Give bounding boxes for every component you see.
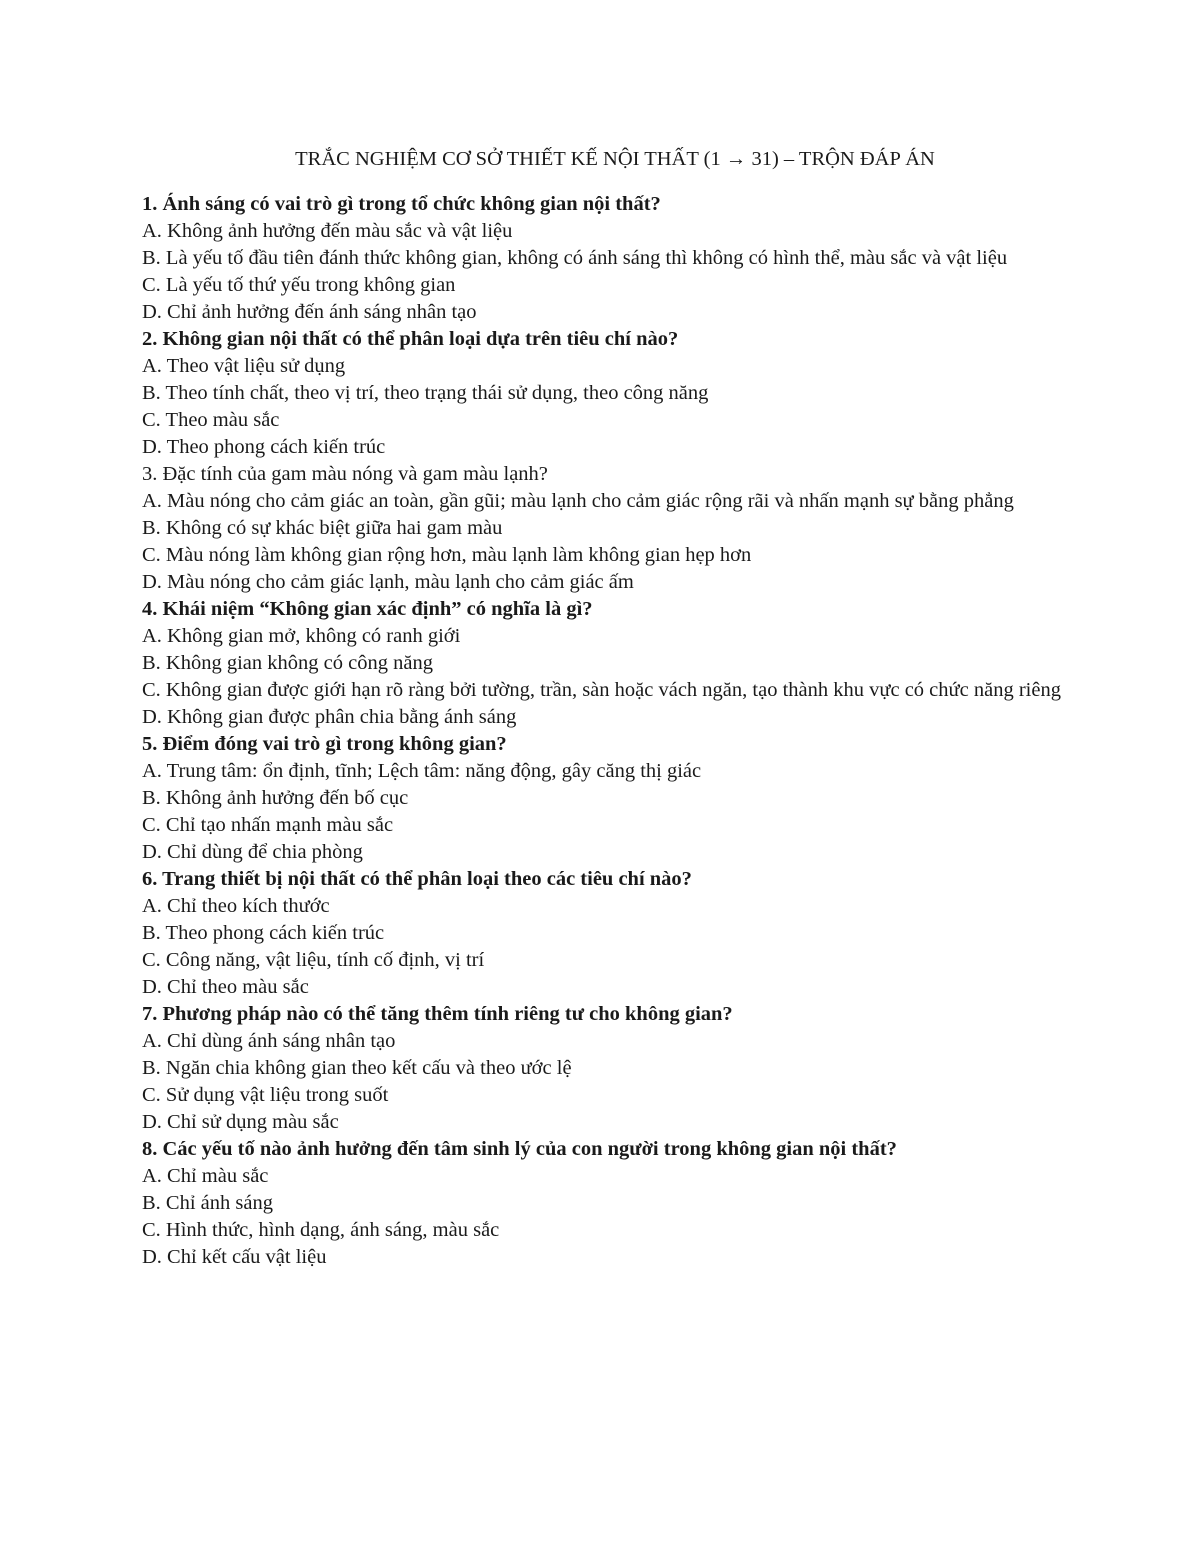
option-b: B. Theo phong cách kiến trúc	[142, 922, 385, 944]
option-list	[142, 1163, 1072, 1271]
question-2	[142, 326, 1072, 461]
question-text: 2. Không gian nội thất có thể phân loại dựa trên tiêu chí nào?	[142, 328, 679, 350]
question-text: 8. Các yếu tố nào ảnh hưởng đến tâm sinh lý của con người trong không gian nội thất?	[142, 1138, 897, 1160]
option-d: D. Theo phong cách kiến trúc	[142, 436, 386, 458]
option-a: A. Theo vật liệu sử dụng	[142, 355, 346, 377]
option-c: C. Là yếu tố thứ yếu trong không gian	[142, 274, 456, 296]
document-content	[142, 146, 1072, 1271]
option-list	[142, 893, 1072, 1001]
question-text: 7. Phương pháp nào có thể tăng thêm tính riêng tư cho không gian?	[142, 1003, 733, 1025]
option-c: C. Hình thức, hình dạng, ánh sáng, màu sắc	[142, 1219, 500, 1241]
option-c: C. Sử dụng vật liệu trong suốt	[142, 1084, 389, 1106]
option-d: D. Chỉ dùng để chia phòng	[142, 841, 363, 863]
option-b: B. Không gian không có công năng	[142, 652, 433, 674]
question-3	[142, 461, 1072, 596]
option-list	[142, 623, 1072, 731]
option-c: C. Không gian được giới hạn rõ ràng bởi tường, trần, sàn hoặc vách ngăn, tạo thành khu vực có chức năng riêng	[142, 679, 1061, 701]
option-list	[142, 488, 1072, 596]
option-c: C. Chỉ tạo nhấn mạnh màu sắc	[142, 814, 394, 836]
option-a: A. Chỉ màu sắc	[142, 1165, 269, 1187]
option-b: B. Theo tính chất, theo vị trí, theo trạng thái sử dụng, theo công năng	[142, 382, 709, 404]
option-list	[142, 353, 1072, 461]
option-a: A. Chỉ dùng ánh sáng nhân tạo	[142, 1030, 396, 1052]
question-8	[142, 1136, 1072, 1271]
option-c: C. Theo màu sắc	[142, 409, 280, 431]
option-d: D. Không gian được phân chia bằng ánh sáng	[142, 706, 517, 728]
question-text: 6. Trang thiết bị nội thất có thể phân loại theo các tiêu chí nào?	[142, 868, 692, 890]
question-text: 4. Khái niệm “Không gian xác định” có nghĩa là gì?	[142, 598, 593, 620]
option-d: D. Chỉ kết cấu vật liệu	[142, 1246, 327, 1268]
option-list	[142, 758, 1072, 866]
option-a: A. Màu nóng cho cảm giác an toàn, gần gũi; màu lạnh cho cảm giác rộng rãi và nhấn mạnh sự bằng phẳng	[142, 490, 1014, 512]
question-text: 1. Ánh sáng có vai trò gì trong tổ chức không gian nội thất?	[142, 193, 661, 215]
option-d: D. Chỉ theo màu sắc	[142, 976, 309, 998]
option-b: B. Không có sự khác biệt giữa hai gam màu	[142, 517, 503, 539]
document-title: TRẮC NGHIỆM CƠ SỞ THIẾT KẾ NỘI THẤT (1 → 31) – TRỘN ĐÁP ÁN	[295, 148, 935, 170]
option-d: D. Chỉ sử dụng màu sắc	[142, 1111, 339, 1133]
question-text: 3. Đặc tính của gam màu nóng và gam màu lạnh?	[142, 463, 548, 485]
option-b: B. Ngăn chia không gian theo kết cấu và theo ước lệ	[142, 1057, 572, 1079]
question-4	[142, 596, 1072, 731]
option-list	[142, 218, 1072, 326]
question-7	[142, 1001, 1072, 1136]
question-5	[142, 731, 1072, 866]
option-b: B. Là yếu tố đầu tiên đánh thức không gian, không có ánh sáng thì không có hình thể, màu sắc và vật liệu	[142, 247, 1008, 269]
option-d: D. Chỉ ảnh hưởng đến ánh sáng nhân tạo	[142, 301, 477, 323]
option-a: A. Trung tâm: ổn định, tĩnh; Lệch tâm: năng động, gây căng thị giác	[142, 760, 702, 782]
option-d: D. Màu nóng cho cảm giác lạnh, màu lạnh cho cảm giác ấm	[142, 571, 634, 593]
question-1	[142, 191, 1072, 326]
option-a: A. Không gian mở, không có ranh giới	[142, 625, 461, 647]
option-b: B. Chỉ ánh sáng	[142, 1192, 273, 1214]
question-6	[142, 866, 1072, 1001]
option-c: C. Màu nóng làm không gian rộng hơn, màu lạnh làm không gian hẹp hơn	[142, 544, 752, 566]
option-a: A. Không ảnh hưởng đến màu sắc và vật liệu	[142, 220, 513, 242]
option-a: A. Chỉ theo kích thước	[142, 895, 330, 917]
option-b: B. Không ảnh hưởng đến bố cục	[142, 787, 409, 809]
question-text: 5. Điểm đóng vai trò gì trong không gian?	[142, 733, 507, 755]
option-c: C. Công năng, vật liệu, tính cố định, vị trí	[142, 949, 485, 971]
option-list	[142, 1028, 1072, 1136]
